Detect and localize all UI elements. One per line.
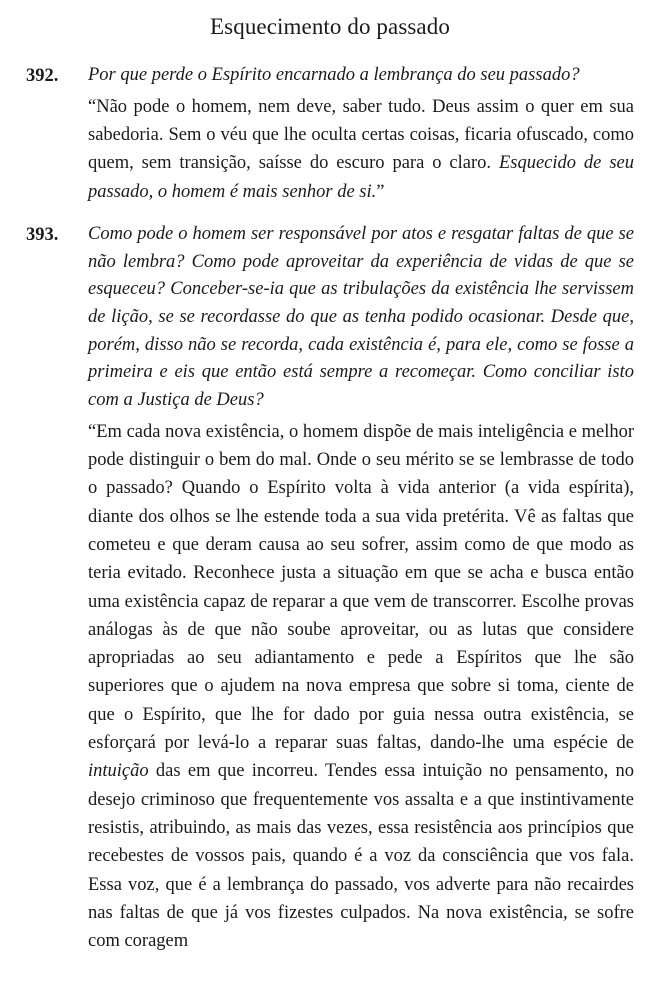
question-number: 393. xyxy=(26,224,59,245)
answer-end: das em que incorreu. Tendes essa intuição no pensamento, no desejo criminoso que frequentemente vos assalta e a que instintivamente resistis, atribuindo, as mais das vezes, essa resistência aos princípios que recebestes de vossos pais, quando é a voz da consciência que vos fala. Essa voz, que é a lembrança do passado, vos adverte para não recairdes nas faltas de que já vos fizestes culpados. Na nova existência, se sofre com coragem xyxy=(88,761,634,952)
answer-text xyxy=(88,93,634,206)
question-text: Como pode o homem ser responsável por atos e resgatar faltas de que se não lembra? Como pode aproveitar da experiência de vidas de que se esqueceu? Conceber-se-ia que as tribulações da existência lhe servissem de lição, se se recordasse do que as tenha podido ocasionar. Desde que, porém, disso não se recorda, cada existência é, para ele, como se fosse a primeira e eis que então está sempre a recomeçar. Como conciliar isto com a Justiça de Deus? xyxy=(88,223,634,411)
answer-italic: Esquecido de seu passado, o homem é mais senhor de si. xyxy=(88,153,634,202)
answer-text xyxy=(88,418,634,956)
question-393 xyxy=(26,221,634,956)
answer-main: “Em cada nova existência, o homem dispõe de mais inteligência e melhor pode distinguir o bem do mal. Onde o seu mérito se se lembrasse de todo o passado? Quando o Espírito volta à vida anterior (a vida espírita), diante dos olhos se lhe estende toda a sua vida pretérita. Vê as faltas que cometeu e que deram causa ao seu sofrer, assim como de que modo as teria evitado. Reconhece justa a situação em que se acha e busca então uma existência capaz de reparar a que vem de transcorrer. Escolhe provas análogas às de que não soube aproveitar, ou as lutas que considere apropriadas ao seu adiantamento e pede a Espíritos que lhe são superiores que o ajudem na nova empresa que sobre si toma, ciente de que o Espírito, que lhe for dado por guia nessa outra existência, se esforçará por levá-lo a reparar suas faltas, dando-lhe uma espécie de xyxy=(88,421,634,754)
question-392 xyxy=(26,62,634,206)
question-number: 392. xyxy=(26,66,59,86)
question-text: Por que perde o Espírito encarnado a lembrança do seu passado? xyxy=(88,65,580,85)
answer-main: “Não pode o homem, nem deve, saber tudo. Deus assim o quer em sua sabedoria. Sem o véu que lhe oculta certas coisas, ficaria ofuscado, como quem, sem transição, saísse do escuro para o claro. xyxy=(88,96,634,174)
answer-italic: intuição xyxy=(88,761,149,782)
page-title: Esquecimento do passado xyxy=(210,14,450,39)
answer-end: ” xyxy=(376,181,385,202)
